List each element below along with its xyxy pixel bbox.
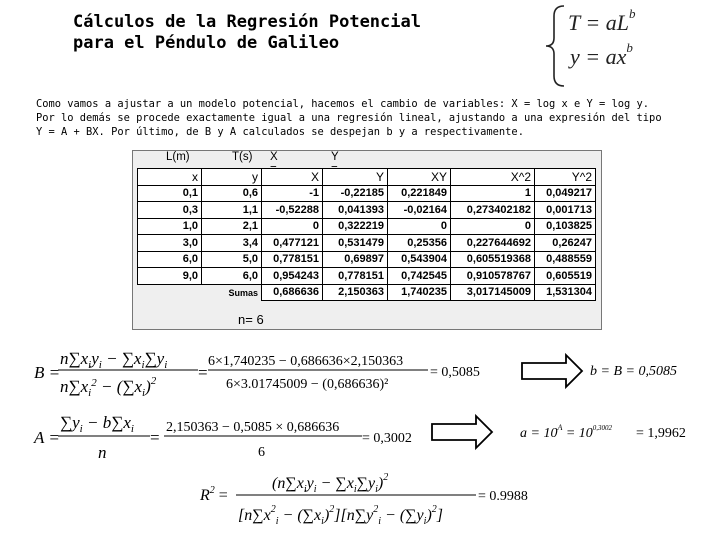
top-label-L: L(m) bbox=[166, 151, 190, 163]
svg-text:=: = bbox=[198, 363, 208, 382]
table-cell: 0,103825 bbox=[535, 218, 596, 235]
table-cell: 3,0 bbox=[138, 235, 202, 252]
table-cell: 6,0 bbox=[138, 251, 202, 268]
table-cell: 0,041393 bbox=[323, 202, 388, 219]
sum-cell: 1,531304 bbox=[535, 284, 596, 301]
table-cell: 0,778151 bbox=[262, 251, 323, 268]
svg-text:=: = bbox=[150, 428, 160, 447]
A-denominator: 6 bbox=[258, 445, 265, 460]
svg-text:R2 =: $R^2$ = bbox=[200, 485, 228, 504]
n-value: 6 bbox=[256, 312, 264, 327]
table-cell: 0,543904 bbox=[388, 251, 451, 268]
A-numerator: 2,150363 − 0,5085 × 0,686636 bbox=[166, 420, 340, 435]
intro-line-2: Por lo demás se procede exactamente igual a una regresión lineal, ajustando a una expresión del tipo bbox=[36, 112, 662, 124]
table-cell: 6,0 bbox=[202, 268, 262, 285]
table-cell: 1 bbox=[451, 185, 535, 202]
table-cell: 1,1 bbox=[202, 202, 262, 219]
table-cell: 0,221849 bbox=[388, 185, 451, 202]
svg-text:A =: A = bbox=[34, 428, 60, 447]
svg-text:n∑xi2 − (∑xi)2: $n\sum x_i^2 - (\sum x_i)^2$ bbox=[60, 375, 157, 399]
arrow-right-icon bbox=[432, 416, 492, 448]
equation-T: $T = aL^b$ bbox=[568, 6, 636, 35]
table-cell: 3,4 bbox=[202, 235, 262, 252]
n-label: n= bbox=[238, 312, 253, 327]
title-line-2: para el Péndulo de Galileo bbox=[73, 33, 340, 53]
table-cell: 0,6 bbox=[202, 185, 262, 202]
header-cell: XY bbox=[388, 169, 451, 186]
table-cell: 0,531479 bbox=[323, 235, 388, 252]
B-result: = 0,5085 bbox=[430, 365, 480, 380]
table-cell: 0,605519368 bbox=[451, 251, 535, 268]
table-cell: 0,488559 bbox=[535, 251, 596, 268]
table-cell: 0,1 bbox=[138, 185, 202, 202]
header-cell: X bbox=[262, 169, 323, 186]
top-label-T: T(s) bbox=[232, 151, 253, 163]
formula-B bbox=[34, 349, 208, 399]
table-cell: 5,0 bbox=[202, 251, 262, 268]
table-cell: 0,3 bbox=[138, 202, 202, 219]
top-label-Y: Y bbox=[331, 151, 339, 163]
table-cell: 0,742545 bbox=[388, 268, 451, 285]
svg-text:a = 10A = 100,3002: $a = 10^A = 10^{0,3002}$ bbox=[520, 423, 613, 441]
R2-result: = 0.9988 bbox=[478, 489, 528, 504]
intro-line-3: Y = A + BX. Por último, de B y A calculados se despejan b y a respectivamente. bbox=[36, 126, 524, 138]
table-cell: 0 bbox=[262, 218, 323, 235]
table-cell: 0,26247 bbox=[535, 235, 596, 252]
table-cell: 0,273402182 bbox=[451, 202, 535, 219]
table-cell: 0,605519 bbox=[535, 268, 596, 285]
table-cell: 0,227644692 bbox=[451, 235, 535, 252]
sum-label: Sumas bbox=[228, 287, 258, 298]
arrow-right-icon bbox=[522, 355, 582, 387]
svg-text:B =: B = bbox=[34, 363, 61, 382]
sum-cell: 2,150363 bbox=[323, 284, 388, 301]
header-cell: Y^2 bbox=[535, 169, 596, 186]
svg-text:[n∑x2i − (∑xi)2][n∑y2i − (∑yi): $[n\sum x^2_i - (\sum x_i)^2][n\sum y^2_i - (\sum y_i)^2]$ bbox=[238, 504, 443, 527]
equation-y: $y = ax^b$ bbox=[570, 40, 633, 69]
table-cell: 0,477121 bbox=[262, 235, 323, 252]
header-cell: y bbox=[202, 169, 262, 186]
table-cell: 9,0 bbox=[138, 268, 202, 285]
B-denominator: 6×3.01745009 − (0,686636)² bbox=[226, 377, 389, 392]
B-numerator: 6×1,740235 − 0,686636×2,150363 bbox=[208, 354, 404, 369]
table-cell: 0,954243 bbox=[262, 268, 323, 285]
table-cell: -0,52288 bbox=[262, 202, 323, 219]
table-cell: 0,049217 bbox=[535, 185, 596, 202]
table-cell: 0,910578767 bbox=[451, 268, 535, 285]
table-cell: 0,322219 bbox=[323, 218, 388, 235]
A-result: = 0,3002 bbox=[362, 431, 412, 446]
table-cell: -0,22185 bbox=[323, 185, 388, 202]
b-result: b = B = 0,5085 bbox=[590, 364, 677, 379]
table-cell: 0,69897 bbox=[323, 251, 388, 268]
table-cell: -1 bbox=[262, 185, 323, 202]
formula-A bbox=[33, 413, 160, 462]
svg-text:(n∑xiyi − ∑xi∑yi)2: $(n\sum x_iy_i - \sum x_i\sum y_i)^2$ bbox=[272, 472, 389, 495]
table-cell: 0,001713 bbox=[535, 202, 596, 219]
table-cell: 0 bbox=[451, 218, 535, 235]
table-cell: 0 bbox=[388, 218, 451, 235]
a-result: = 1,9962 bbox=[636, 426, 686, 441]
table-cell: 1,0 bbox=[138, 218, 202, 235]
intro-line-1: Como vamos a ajustar a un modelo potencial, hacemos el cambio de variables: X = log x e Y = log y. bbox=[36, 98, 650, 110]
sum-cell: 3,017145009 bbox=[451, 284, 535, 301]
svg-text:n: n bbox=[98, 443, 107, 462]
header-cell: Y bbox=[323, 169, 388, 186]
top-label-X: X bbox=[270, 151, 278, 163]
svg-text:∑yi − b∑xi: $\sum y_i - b\sum x_i$ bbox=[60, 413, 134, 435]
formula-R2 bbox=[199, 472, 476, 527]
table-cell: 0,778151 bbox=[323, 268, 388, 285]
table-cell: 2,1 bbox=[202, 218, 262, 235]
table-cell: 0,25356 bbox=[388, 235, 451, 252]
header-cell: x bbox=[138, 169, 202, 186]
sum-cell: 1,740235 bbox=[388, 284, 451, 301]
svg-text:n∑xiyi − ∑xi∑yi: $n\sum x_iy_i - \sum x_i\sum y_i$ bbox=[60, 349, 168, 371]
header-cell: X^2 bbox=[451, 169, 535, 186]
sum-cell: 0,686636 bbox=[262, 284, 323, 301]
table-cell: -0,02164 bbox=[388, 202, 451, 219]
title-line-1: Cálculos de la Regresión Potencial bbox=[73, 12, 421, 32]
